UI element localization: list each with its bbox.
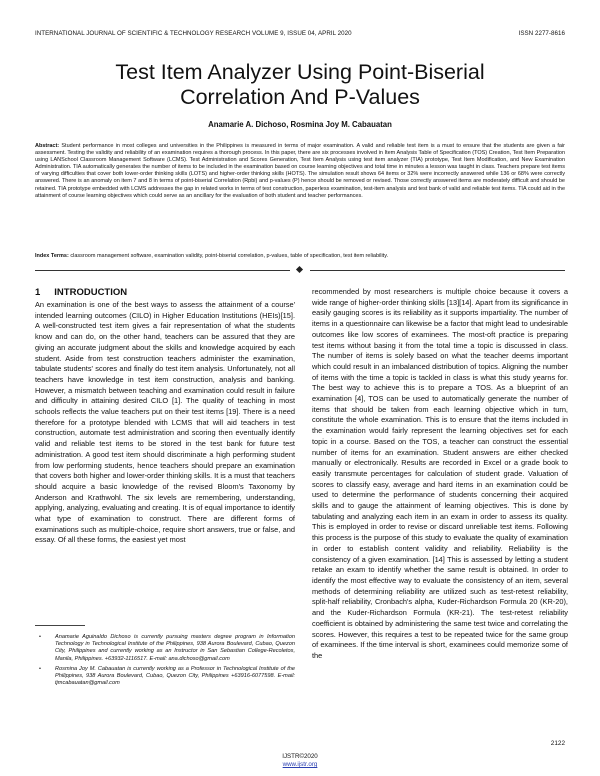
left-column xyxy=(35,287,295,546)
page-footer xyxy=(0,753,600,769)
index-terms xyxy=(35,253,565,260)
section-number: 1 xyxy=(35,287,41,298)
issn: ISSN 2277-8616 xyxy=(518,30,565,37)
footnote-author-2: • Rosmina Joy M. Cabauatan is currently working as a Professor in Technological Institute of the Philippines, 938 Aurora Boulevard, Cubao, Quezon City, Philippines +63916-6077598. E-mail: tjmcabauatan@gmail.com xyxy=(55,666,295,688)
running-header xyxy=(35,30,565,37)
right-column xyxy=(312,287,568,662)
divider-line-right xyxy=(310,270,565,271)
divider-line-left xyxy=(35,270,290,271)
section-divider xyxy=(35,266,565,274)
section-title: INTRODUCTION xyxy=(54,287,128,298)
title-line-2: Correlation And P-Values xyxy=(180,85,420,109)
intro-paragraph-left: An examination is one of the best ways to assess the attainment of a course' intended learning outcomes (CILO) in Higher Education Institutions (HEIs)[15]. A well-constructed test item gives a fair representation of what the students know and can do, on the other hand, teachers can be assured that they are giving an accurate judgment about the skills and knowledge acquired by each student. Aside from test construction teachers administer the examination, tabulate students' scores and finally do test item analysis. Unfortunately, not all teachers have knowledge in test item construction, analysis and banking. However, a mismatch between teaching and examination could result in failure and difficulty in attaining desired CILO [1]. The quality of teaching in most schools reflects the value teachers put on their test items [19]. There is a need therefore for a prototype blended with LCMS that will aid teachers in test construction, automate test administration and scoring then eventually identify valid and reliable test items to be stored in the test bank for future test administration. A good test item should discriminate a high performing student from low performing students, hence teachers should prepare an examination that covers both higher and lower-order thinking skills. It is a must that teachers should acquire a basic knowledge of the revised Bloom's Taxonomy by Anderson and Krathwohl. The six levels are remembering, understanding, applying, analyzing, evaluating and creating. It is of equal importance to identify what type of examination to construct. There are different forms of examinations such as multiple-choice, require short answers, true or false, and essay. Of all these forms, the easiest yet most xyxy=(35,300,295,545)
footnotes xyxy=(55,634,295,690)
index-terms-label: Index Terms: xyxy=(35,253,69,259)
diamond-ornament-icon xyxy=(296,265,303,272)
footer-url-link[interactable]: www.ijstr.org xyxy=(282,761,318,768)
paper-title xyxy=(0,60,600,110)
title-line-1: Test Item Analyzer Using Point-Biserial xyxy=(115,60,485,84)
journal-name: INTERNATIONAL JOURNAL OF SCIENTIFIC & TECHNOLOGY RESEARCH VOLUME 9, ISSUE 04, APRIL 2020 xyxy=(35,30,352,37)
page-number: 2122 xyxy=(550,740,565,747)
abstract-text: Student performance in most colleges and universities in the Philippines is measured in terms of major examination. A valid and reliable test item is a must to ensure that the students are given a fair assessment. Testing the validity and reliability of an examination requires a thorough process. In this paper, there are six processes involved in Item Analysis Table of Specification (TOS) Creation, Test Item Preparation using LANSchool Classroom Management Software (LCMS). Test Administration and Scores Generation, Test Item Analysis using test item analyzer (TIA) prototype, Test Item Modification, and New Examination Administration. TIA automatically generates the number of items to be included in the examination based on course learning objectives and total time in minutes a lesson was taught in class. Teachers prepare test items of varying difficulties that cover both lower-order thinking skills (LOTS) and higher-order thinking skills (HOTS). The simulation result shows 64 items or 32% were incorrectly answered while 136 or 68% were correctly answered. There is an anomaly on item 7 and 8 in terms of point-biserial Correlation (Rpbi) and p-values (P) hence should be removed or revised. Those correctly answered items are moderately difficult and should be retained. TIA prototype embedded with LCMS addresses the gap in related works in terms of test construction, paperless examination, test-item analysis and test bank of valid and reliable test items. TIA could aid in the attainment of course learning objectives which could serve as an ancillary for the evaluation of both student and teacher performances. xyxy=(35,143,565,199)
abstract-label: Abstract: xyxy=(35,143,60,149)
footnote-author-1: • Anamarie Aguinaldo Dichoso is currently pursuing masters degree program in Information Technology in Technological Institute of the Philippines, 938 Aurora Boulevard, Cubao, Quezon City, Philippines and currently working as an Instructor in San Sebastian College-Recoletos, Manila, Philippines. +63932-1116517. E-mail: ana.dichoso@gmail.com xyxy=(55,634,295,663)
footnote-rule xyxy=(35,625,85,626)
author-list: Anamarie A. Dichoso, Rosmina Joy M. Cabauatan xyxy=(208,120,392,129)
footer-copyright: IJSTR©2020 xyxy=(282,753,318,760)
index-terms-text: classroom management software, examination validity, point-biserial correlation, p-values, table of specification, test item reliability. xyxy=(68,253,389,259)
intro-paragraph-right: recommended by most researchers is multiple choice because it covers a wide range of higher-order thinking skills [13][14]. Apart from its significance in easily gauging scores is its reliability as it supports impartiality. The number of items in a questionnaire can likewise be a factor that might lead to undesirable outcomes like low scores of examinees. The most-oft practice is preparing test items without basing it from the total time a topic is discussed in class. The number of items is solely based on what the teacher deems important which could result in an imbalanced distribution of topics. Aligning the number of items with the time a topic is tackled in class is what this study yearns for. The best way to achieve this is to prepare a TOS. As a blueprint of an examination [4], TOS can be used to automatically generate the number of items that should be taken from each learning objective which in turn, constitute the whole examination. This is to ensure that the items included in the examination would fairly represent the learning objectives set for each topic in a course. Based on the TOS, a teacher can construct the essential number of items for an examination. Student answers are either checked manually or electronically. Results are recorded in Excel or a grade book to easily transmute percentages for calculation of student grade. Valuation of scores to classify easy, average and hard items in an examination could be used to determine the performance of students concerning their acquired skills and to gauge the attainment of learning objectives. This is done by tabulating and analyzing each item in an exam in order to assess its quality. This is employed in order to revise or discard unreliable test items. Following this process is the purpose of this study to evaluate the quality of examination in order to establish content validity and reliability. Reliability is the consistency of a given examination. [14] This is assessed by letting a student retake an exam to identify whether the same result is obtained. In order to identify the most effective way to evaluate the consistency of an item, several methods of determining reliability are utilized such as test-retest reliability, split-half reliability, Cronbach's alpha, Kuder-Richardson Formula 20 (KR-20), and the Kuder-Richardson Formula (KR-21). The test-retest reliability coefficient is obtained by administering the same test twice and correlating the scores. However, this requires a test to be repeated twice for the same group of examinees. If the time interval is short, examinees could memorize some of the xyxy=(312,287,568,660)
abstract xyxy=(35,143,565,200)
section-heading xyxy=(35,287,295,299)
